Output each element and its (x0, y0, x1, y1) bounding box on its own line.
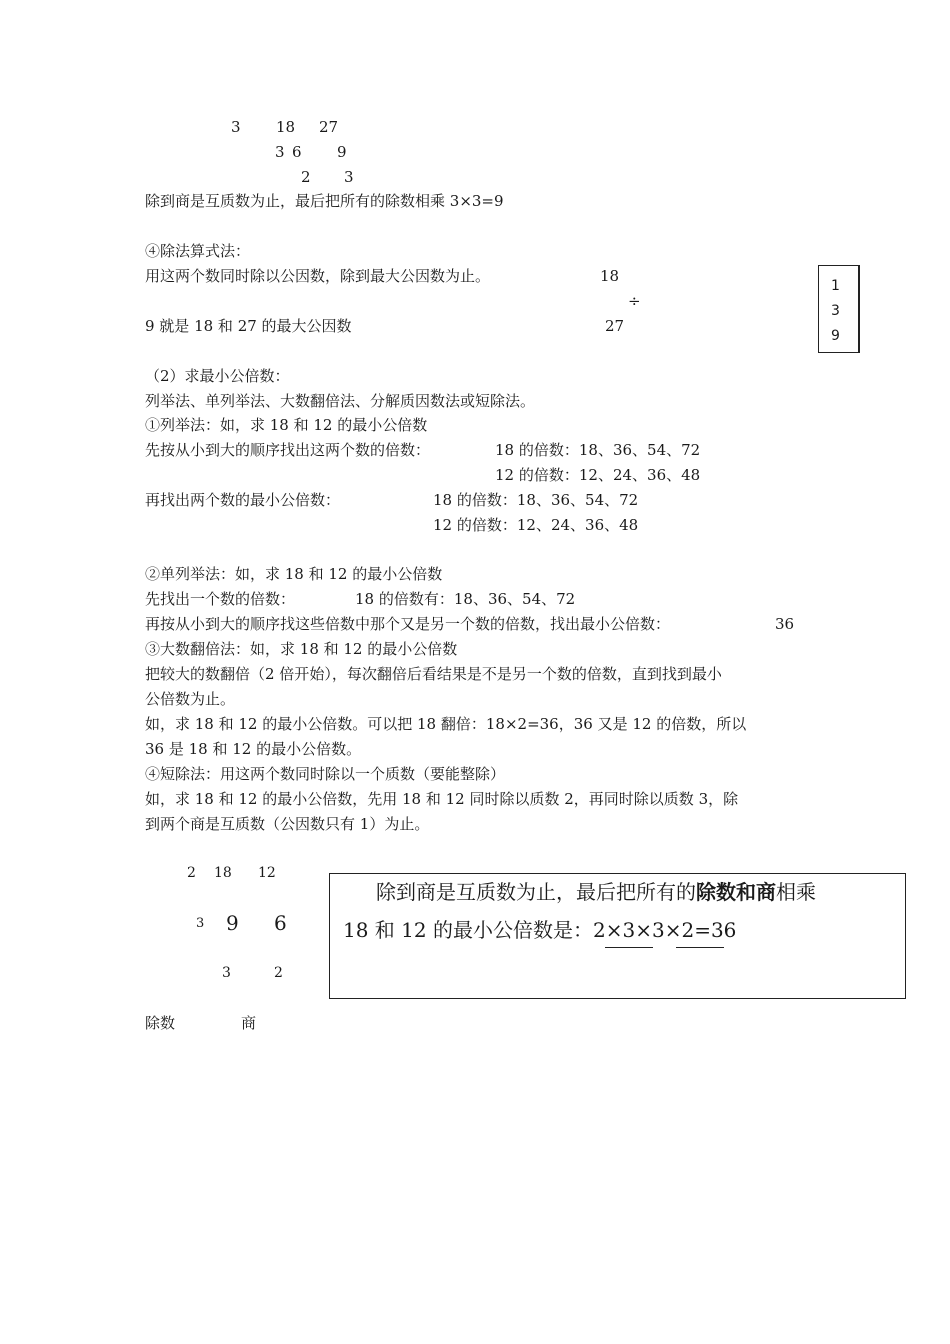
sd-q-2: 2 (274, 965, 283, 981)
box-line1-a: 除到商是互质数为止，最后把所有的 (376, 880, 696, 904)
underline-2 (676, 947, 724, 948)
lcm-m2-title: ②单列举法：如，求 18 和 12 的最小公倍数 (145, 565, 443, 583)
box-line-2 (343, 920, 736, 940)
box-end: =36 (694, 918, 737, 942)
method4-title: ④除法算式法： (145, 242, 251, 260)
lcm-m2-list: 18 的倍数有：18、36、54、72 (355, 590, 576, 608)
box-underlined-1: 2×3 (592, 918, 636, 942)
lcm-m3-title: ③大数翻倍法：如，求 18 和 12 的最小公倍数 (145, 640, 458, 658)
div-gcd-q-2: 2 (301, 168, 311, 186)
div-gcd-divisor-1: 3 (231, 118, 241, 136)
underline-1 (605, 947, 653, 948)
lcm-m2-step1: 先找出一个数的倍数： (145, 590, 296, 608)
lcm-m3-line2: 公倍数为止。 (145, 690, 236, 708)
div-gcd-q-9: 9 (337, 143, 347, 161)
lcm-m1-step2: 再找出两个数的最小公倍数： (145, 491, 341, 509)
div-gcd-divisor-2: 3 (275, 143, 285, 161)
method4-divide-sign: ÷ (628, 292, 641, 310)
lcm-m4-title: ④短除法：用这两个数同时除以一个质数（要能整除） (145, 765, 506, 783)
label-quotient: 商 (241, 1014, 257, 1032)
div-gcd-q-3: 3 (344, 168, 354, 186)
lcm-methods: 列举法、单列举法、大数翻倍法、分解质因数法或短除法。 (145, 392, 536, 410)
sd-q-3: 3 (222, 965, 231, 981)
method4-divisor: 27 (605, 317, 625, 335)
lcm-m1-step1: 先按从小到大的顺序找出这两个数的倍数： (145, 441, 431, 459)
lcm-heading: （2）求最小公倍数： (145, 367, 290, 385)
method4-result: 9 就是 18 和 27 的最大公因数 (145, 317, 352, 335)
lcm-m1-18-multiples-b: 18 的倍数：18、36、54、72 (433, 491, 639, 509)
gcd-conclusion: 除到商是互质数为止，最后把所有的除数相乘 3×3=9 (145, 192, 504, 210)
box-value-3: 3 (831, 303, 840, 319)
sd-divisor-3: 3 (196, 916, 205, 931)
lcm-answer-box (329, 873, 906, 999)
method4-dividend: 18 (600, 267, 620, 285)
box-line-1 (376, 882, 816, 902)
lcm-m1-18-multiples-a: 18 的倍数：18、36、54、72 (495, 441, 701, 459)
div-gcd-num-27: 27 (319, 118, 339, 136)
lcm-m2-step2: 再按从小到大的顺序找这些倍数中那个又是另一个数的倍数，找出最小公倍数： (145, 615, 671, 633)
lcm-m1-12-multiples-b: 12 的倍数：12、24、36、48 (433, 516, 639, 534)
box-value-9: 9 (831, 328, 840, 344)
sd-num-12: 12 (258, 865, 276, 881)
box-times: × (635, 918, 652, 942)
lcm-m3-line1: 把较大的数翻倍（2 倍开始），每次翻倍后看结果是不是另一个数的倍数，直到找到最小 (145, 665, 722, 683)
box-line2-a: 18 和 12 的最小公倍数是： (343, 918, 593, 942)
lcm-m4-line2: 到两个商是互质数（公因数只有 1）为止。 (145, 815, 430, 833)
box-underlined-2: 3×2 (651, 918, 695, 942)
lcm-m3-line4: 36 是 18 和 12 的最小公倍数。 (145, 740, 362, 758)
box-line1-b: 相乘 (776, 880, 816, 904)
lcm-m3-line3: 如，求 18 和 12 的最小公倍数。可以把 18 翻倍：18×2=36，36 又是 12 的倍数，所以 (145, 715, 747, 733)
box-line1-bold: 除数和商 (696, 880, 776, 904)
box-value-1: 1 (831, 278, 840, 294)
lcm-m4-line1: 如，求 18 和 12 的最小公倍数，先用 18 和 12 同时除以质数 2，再同时除以质数 3，除 (145, 790, 739, 808)
lcm-m1-title: ①列举法：如，求 18 和 12 的最小公倍数 (145, 416, 428, 434)
lcm-m1-12-multiples-a: 12 的倍数：12、24、36、48 (495, 466, 701, 484)
label-divisor: 除数 (145, 1014, 176, 1032)
sd-divisor-2: 2 (187, 865, 196, 881)
sd-q-6: 6 (274, 911, 287, 935)
method4-desc: 用这两个数同时除以公因数，除到最大公因数为止。 (145, 267, 491, 285)
lcm-m2-answer: 36 (775, 615, 795, 633)
sd-q-9: 9 (226, 911, 239, 935)
div-gcd-num-18: 18 (276, 118, 296, 136)
gcd-values-box (818, 265, 860, 353)
div-gcd-q-6: 6 (292, 143, 302, 161)
sd-num-18: 18 (214, 865, 232, 881)
